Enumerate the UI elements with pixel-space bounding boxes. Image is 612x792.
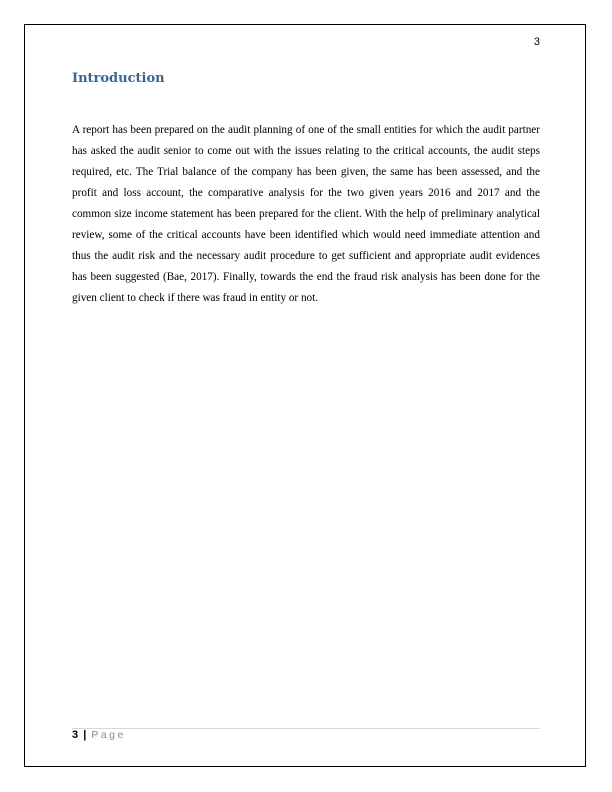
- body-paragraph: A report has been prepared on the audit planning of one of the small entities for which the audit partner has asked the audit senior to come out with the issues relating to the critical accounts, the audit steps required, etc. The Trial balance of the company has been given, the same has been assessed, and the profit and loss account, the comparative analysis for the two given years 2016 and 2017 and the common size income statement has been prepared for the client. With the help of preliminary analytical review, some of the critical accounts have been identified which would need immediate attention and thus the audit risk and the necessary audit procedure to get sufficient and appropriate audit evidences has been suggested (Bae, 2017). Finally, towards the end the fraud risk analysis has been done for the given client to check if there was fraud in entity or not.: [72, 124, 540, 304]
- footer-divider: [72, 728, 540, 729]
- header-page-number: 3: [533, 36, 540, 48]
- footer-page-label: Page: [91, 729, 126, 741]
- footer-separator: |: [83, 729, 87, 741]
- footer-page-number: 3: [72, 729, 79, 741]
- section-heading: Introduction: [72, 71, 165, 86]
- page-footer: [72, 729, 126, 741]
